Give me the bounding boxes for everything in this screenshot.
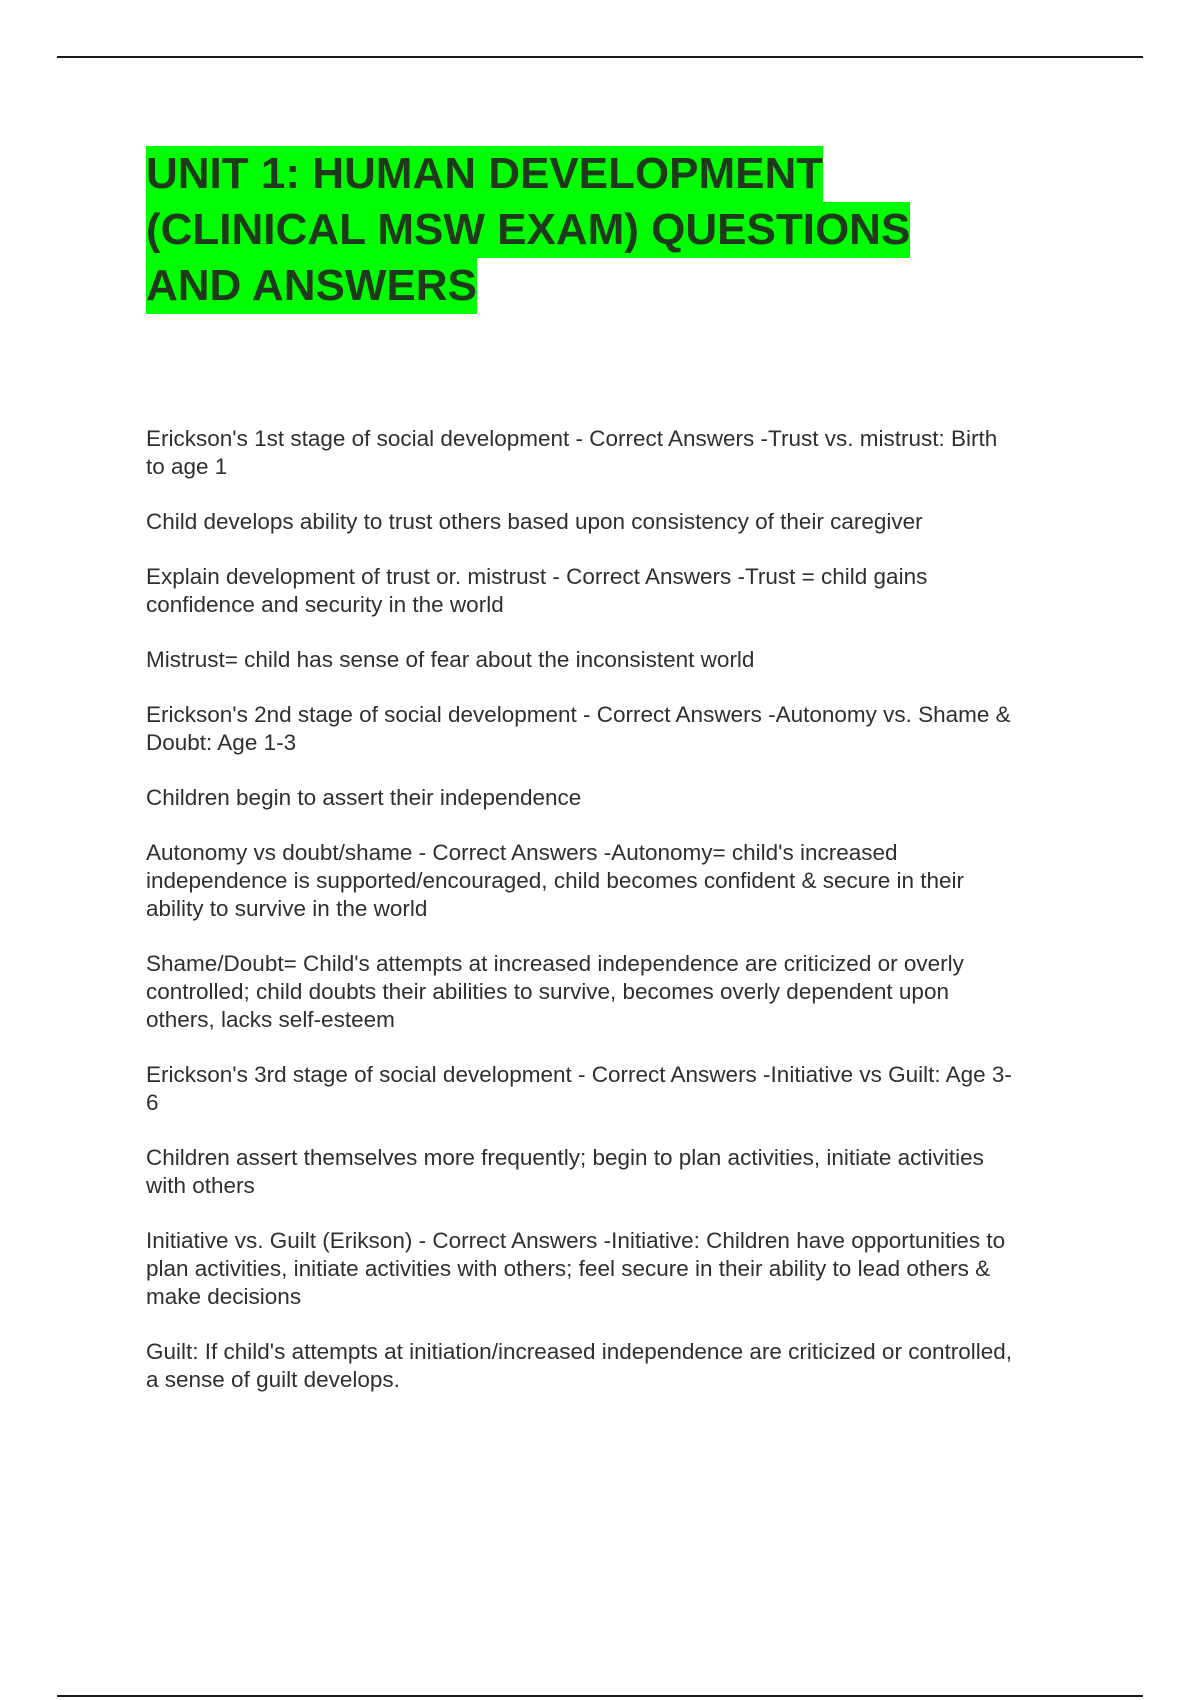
paragraph-shame-detail: Shame/Doubt= Child's attempts at increased independence are criticized or overly controlled; child doubts their abilities to survive, becomes overly dependent upon others, lacks self-esteem — [146, 951, 964, 1032]
paragraph-initiative-question: Initiative vs. Guilt (Erikson) - Correct Answers -Initiative: Children have opportunities to plan activities, initiate activities with others; feel secure in their ability to lead others & make decisions — [146, 1228, 1006, 1309]
document-title — [146, 146, 1106, 314]
document-body — [146, 425, 1086, 1421]
paragraph-stage3-detail: Children assert themselves more frequently; begin to plan activities, initiate activities with others — [146, 1145, 984, 1198]
paragraph-stage3-question: Erickson's 3rd stage of social development - Correct Answers -Initiative vs Guilt: Age 3- 6 — [146, 1062, 1012, 1115]
top-divider — [57, 56, 1143, 58]
title-line-1: UNIT 1: HUMAN DEVELOPMENT — [146, 146, 823, 202]
paragraph-stage1-question: Erickson's 1st stage of social development - Correct Answers -Trust vs. mistrust: Birth to age 1 — [146, 426, 998, 479]
paragraph-trust-question: Explain development of trust or. mistrust - Correct Answers -Trust = child gains confidence and security in the world — [146, 564, 928, 617]
title-line-2: (CLINICAL MSW EXAM) QUESTIONS — [146, 202, 910, 258]
paragraph-mistrust-detail: Mistrust= child has sense of fear about the inconsistent world — [146, 647, 755, 672]
title-line-3: AND ANSWERS — [146, 258, 477, 314]
paragraph-stage2-detail: Children begin to assert their independence — [146, 785, 582, 810]
paragraph-guilt-detail: Guilt: If child's attempts at initiation/increased independence are criticized or controlled, a sense of guilt develops. — [146, 1339, 1012, 1392]
paragraph-autonomy-question: Autonomy vs doubt/shame - Correct Answers -Autonomy= child's increased independence is supported/encouraged, child becomes confident & secure in their ability to survive in the world — [146, 840, 965, 921]
bottom-divider — [57, 1695, 1143, 1697]
paragraph-stage2-question: Erickson's 2nd stage of social development - Correct Answers -Autonomy vs. Shame & Doubt: Age 1-3 — [146, 702, 1011, 755]
paragraph-stage1-detail: Child develops ability to trust others based upon consistency of their caregiver — [146, 509, 923, 534]
